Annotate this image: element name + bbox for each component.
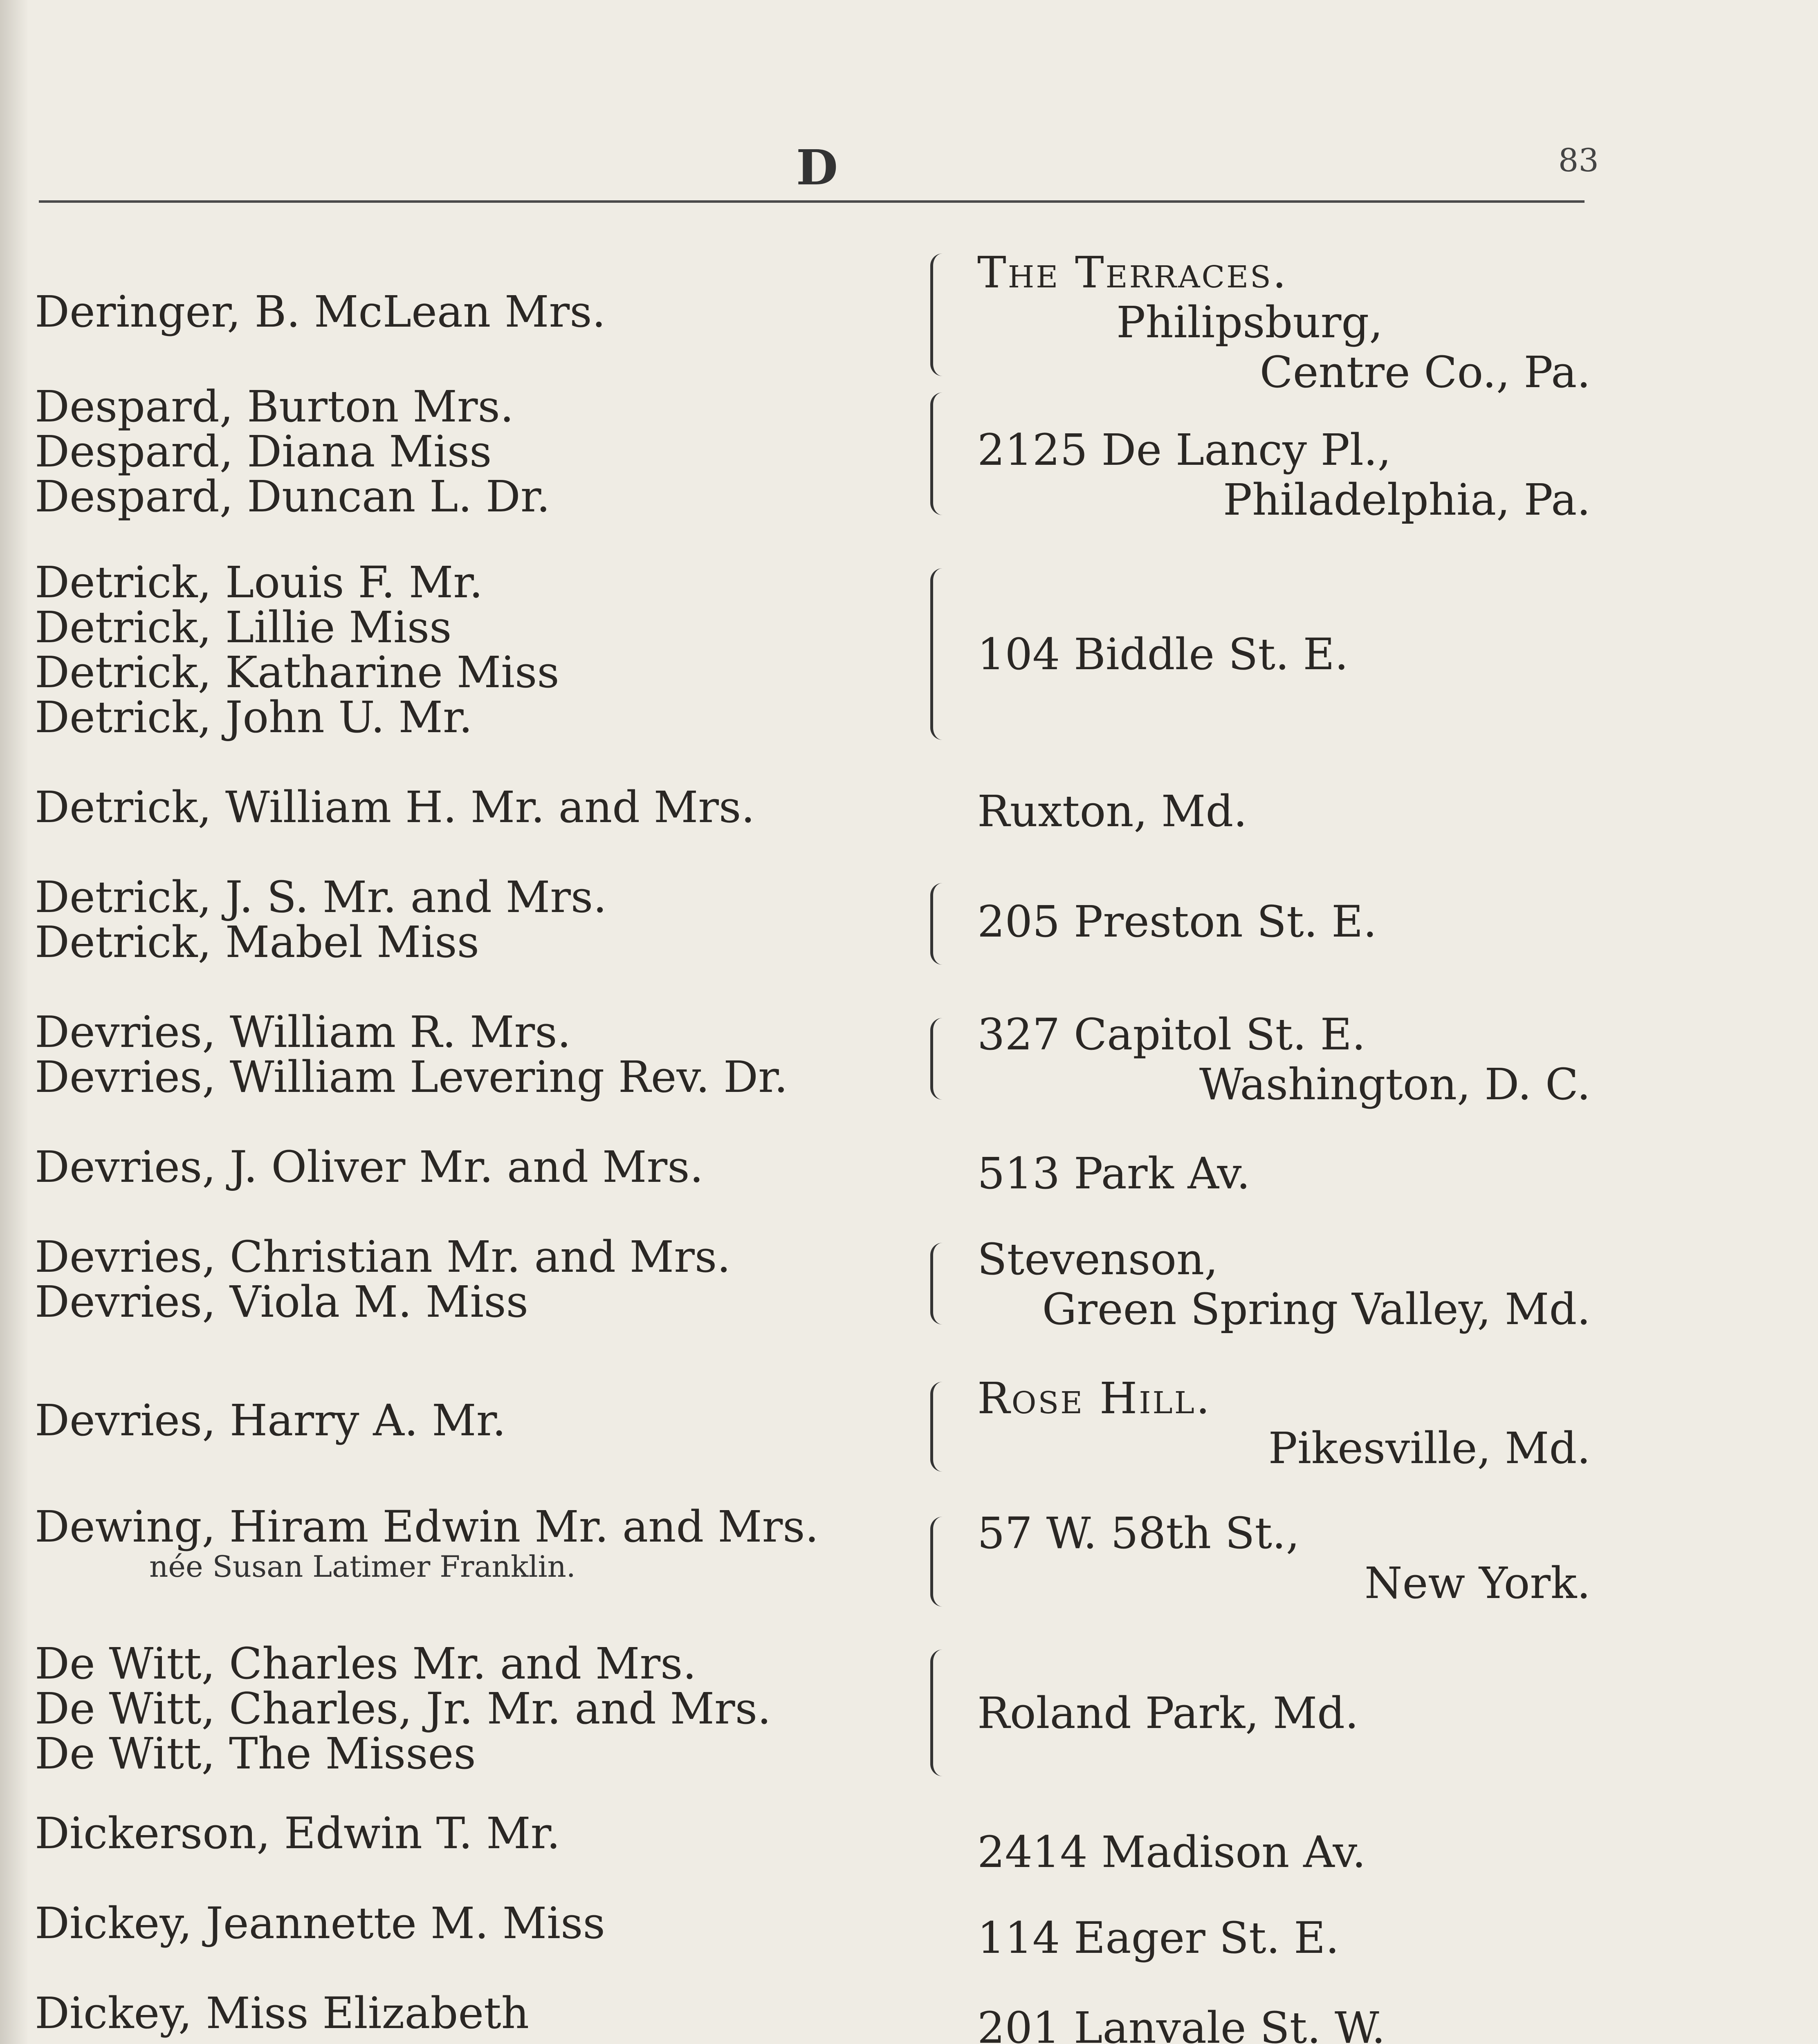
address-line: 201 Lanvale St. W. bbox=[977, 2003, 1385, 2044]
resident-name: Devries, Harry A. Mr. bbox=[35, 1395, 506, 1446]
entry-names bbox=[35, 1395, 902, 1446]
grouping-brace bbox=[930, 1243, 949, 1325]
resident-name: Detrick, Mabel Miss bbox=[35, 917, 480, 967]
entry-names bbox=[35, 782, 902, 832]
entry-address bbox=[977, 1688, 1591, 1738]
address-line: 2414 Madison Av. bbox=[977, 1827, 1366, 1877]
grouping-brace bbox=[930, 1650, 949, 1776]
address-line: 205 Preston St. E. bbox=[977, 896, 1377, 947]
resident-name: Devries, J. Oliver Mr. and Mrs. bbox=[35, 1142, 704, 1192]
entry-address bbox=[977, 1374, 1591, 1473]
directory-entry bbox=[0, 782, 1818, 842]
directory-entry bbox=[0, 1142, 1818, 1202]
directory-entry bbox=[0, 1638, 1818, 1788]
directory-entry bbox=[0, 1808, 1818, 1877]
entry-names bbox=[35, 1898, 902, 1948]
address-line: Green Spring Valley, Md. bbox=[1042, 1284, 1591, 1334]
address-line: Pikesville, Md. bbox=[1268, 1423, 1591, 1473]
grouping-brace bbox=[930, 1517, 949, 1607]
resident-name: De Witt, Charles Mr. and Mrs. bbox=[35, 1638, 697, 1689]
entry-address bbox=[977, 248, 1591, 397]
resident-name: Detrick, Katharine Miss bbox=[35, 647, 559, 697]
entry-address bbox=[977, 1827, 1591, 1877]
directory-entry bbox=[0, 1007, 1818, 1120]
resident-name: De Witt, The Misses bbox=[35, 1728, 476, 1779]
entry-address bbox=[977, 2003, 1591, 2044]
address-line: 104 Biddle St. E. bbox=[977, 629, 1349, 679]
resident-name: Detrick, Louis F. Mr. bbox=[35, 557, 483, 607]
address-line: The Terraces. bbox=[977, 247, 1288, 298]
resident-name: Dickey, Miss Elizabeth bbox=[35, 1988, 530, 2038]
entry-names bbox=[35, 1638, 902, 1779]
address-line: 513 Park Av. bbox=[977, 1148, 1250, 1199]
directory-entry bbox=[0, 1504, 1818, 1623]
address-line: 57 W. 58th St., bbox=[977, 1508, 1300, 1558]
resident-name: Detrick, Lillie Miss bbox=[35, 602, 452, 652]
directory-entry bbox=[0, 1988, 1818, 2044]
directory-entry bbox=[0, 1898, 1818, 1970]
entry-address bbox=[977, 1010, 1591, 1109]
grouping-brace bbox=[930, 883, 949, 965]
directory-entry bbox=[0, 1374, 1818, 1492]
entry-address bbox=[977, 787, 1591, 836]
entry-names bbox=[35, 1232, 902, 1327]
resident-name: Detrick, J. S. Mr. and Mrs. bbox=[35, 872, 607, 922]
resident-name: Despard, Burton Mrs. bbox=[35, 381, 514, 432]
grouping-brace bbox=[930, 568, 949, 740]
entry-names bbox=[35, 872, 902, 967]
address-line: Roland Park, Md. bbox=[977, 1688, 1359, 1738]
entry-names bbox=[35, 1808, 902, 1858]
entry-names bbox=[35, 381, 902, 522]
directory-entry bbox=[0, 245, 1818, 397]
grouping-brace bbox=[930, 253, 949, 376]
entry-names bbox=[35, 1007, 902, 1102]
address-line: Centre Co., Pa. bbox=[1259, 347, 1591, 397]
entry-names bbox=[35, 1504, 902, 1584]
address-line: 2125 De Lancy Pl., bbox=[977, 425, 1392, 475]
resident-name: Despard, Duncan L. Dr. bbox=[35, 471, 550, 522]
resident-name: Detrick, John U. Mr. bbox=[35, 692, 473, 742]
entry-address bbox=[977, 630, 1591, 679]
entry-address bbox=[977, 1508, 1591, 1608]
address-line: New York. bbox=[1364, 1558, 1591, 1608]
entry-names bbox=[35, 557, 902, 742]
resident-name: Dewing, Hiram Edwin Mr. and Mrs. bbox=[35, 1502, 819, 1552]
section-letter: D bbox=[796, 139, 840, 196]
address-line: Ruxton, Md. bbox=[977, 786, 1248, 836]
resident-name: Dickerson, Edwin T. Mr. bbox=[35, 1808, 561, 1858]
address-line: Rose Hill. bbox=[977, 1373, 1212, 1423]
entry-names bbox=[35, 287, 902, 337]
address-line: Philipsburg, bbox=[1116, 297, 1383, 347]
address-line: 327 Capitol St. E. bbox=[977, 1009, 1366, 1060]
entry-address bbox=[977, 1913, 1591, 1963]
resident-name: Dickey, Jeannette M. Miss bbox=[35, 1898, 605, 1948]
entry-names bbox=[35, 1988, 902, 2038]
resident-name: Deringer, B. McLean Mrs. bbox=[35, 287, 606, 337]
address-line: Stevenson, bbox=[977, 1234, 1219, 1284]
resident-name: Devries, Christian Mr. and Mrs. bbox=[35, 1232, 731, 1282]
page-number: 83 bbox=[1558, 142, 1599, 179]
resident-name: Despard, Diana Miss bbox=[35, 426, 492, 477]
entry-address bbox=[977, 1235, 1591, 1334]
resident-name: Devries, William R. Mrs. bbox=[35, 1007, 571, 1057]
directory-entry bbox=[0, 872, 1818, 973]
address-line: Philadelphia, Pa. bbox=[1223, 475, 1591, 525]
grouping-brace bbox=[930, 392, 949, 515]
directory-entry bbox=[0, 557, 1818, 748]
directory-entry bbox=[0, 1232, 1818, 1345]
address-line: Washington, D. C. bbox=[1199, 1059, 1591, 1109]
entry-address bbox=[977, 1149, 1591, 1199]
grouping-brace bbox=[930, 1382, 949, 1472]
entry-address bbox=[977, 425, 1591, 525]
resident-name: Devries, William Levering Rev. Dr. bbox=[35, 1052, 788, 1102]
resident-name: De Witt, Charles, Jr. Mr. and Mrs. bbox=[35, 1683, 771, 1734]
address-line: 114 Eager St. E. bbox=[977, 1913, 1340, 1963]
entry-address bbox=[977, 897, 1591, 947]
maiden-name-note: née Susan Latimer Franklin. bbox=[149, 1549, 576, 1584]
directory-entry bbox=[0, 380, 1818, 525]
resident-name: Detrick, William H. Mr. and Mrs. bbox=[35, 782, 755, 832]
grouping-brace bbox=[930, 1018, 949, 1100]
entry-names bbox=[35, 1142, 902, 1192]
resident-name: Devries, Viola M. Miss bbox=[35, 1277, 529, 1327]
